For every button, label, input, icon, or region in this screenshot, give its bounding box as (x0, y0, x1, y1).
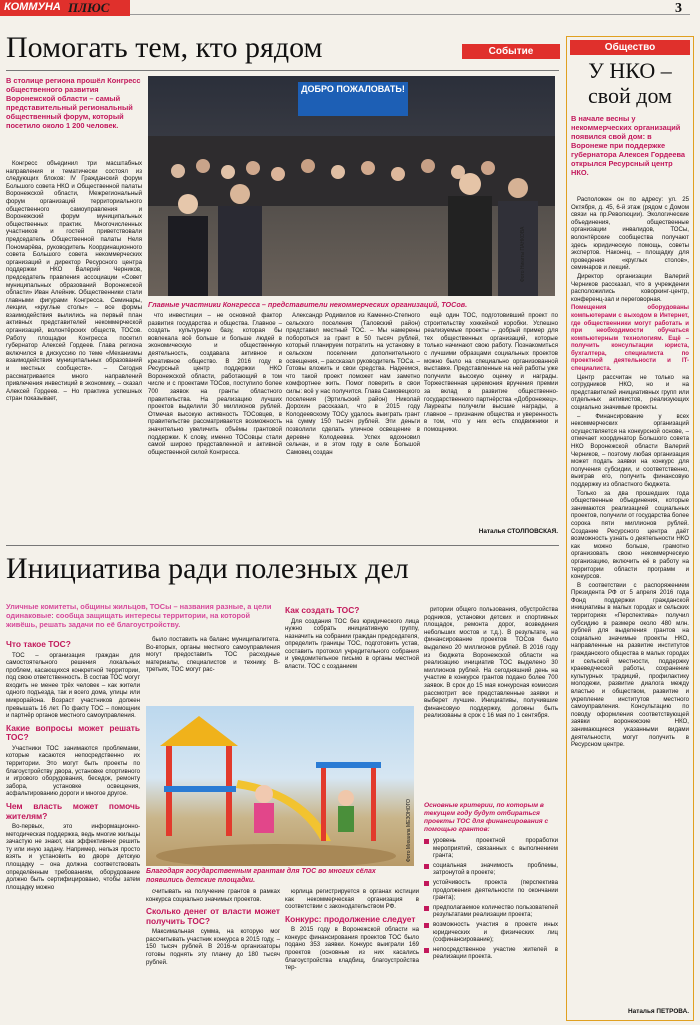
playground-graphic (146, 706, 414, 866)
article2-col1 (6, 636, 140, 1020)
photo1-credit: Фото Никиты ПАНКОВА (520, 226, 526, 282)
masthead-rule (130, 14, 690, 15)
photo2-credit: Фото Михаила МЕЗОНОГО (406, 799, 412, 862)
sidebar-p2: Директор организации Валерий Черников рассказал, что в учреждении расположились коворкинг-центр, конференц-зал и переговорная. (571, 272, 689, 303)
criteria-item: социальная значимость проблемы, затронутой в проекте; (424, 862, 558, 877)
article1-col3 (286, 312, 420, 538)
sidebar-p3: Центр рассчитан не только на сотрудников НКО, но и на представителей инициативных групп или отдельных активистов, реализующих социально значимые проекты. (571, 373, 689, 412)
article1-col1-text: Конгресс объединил три масштабных направления и тематически состоял из следующих блоков: IV Гражданский форум Большого совета НКО и Общественной палаты Воронежской области, Межрегиональный форум организаций территориального общественного самоуправления и Воронежский форум муниципальных общественных практик. Многочисленных участников и гостей приветствовали председатель Общественной палаты Неля Пономарёва, руководитель Координационного совета Большого совета некоммерческих организаций и директор Ресурсного центра поддержки НКО Валерий Черников, председатель правления ассоциации «Совет муниципальных образований Воронежской области» Иван Алейник. Общественники стали главными фигурами Конгресса. Семинары, лекции, «круглые столы» – все формы взаимодействия вылились на первый план активных представителей некоммерческой организаций, волонтёрских обществ, ТОСов. Работу площадки Конгресса посетил губернатор Алексей Гордеев. Глава региона включился в дискуссию по теме «Механизмы взаимодействия муниципальных образований и местных сообществ». – Сегодня рассматривается много направлений привлечения инвестиций в экономику, – сказал Алексей Гордеев. – Но практика успешных стран показывает, (6, 160, 142, 403)
criteria-item: устойчивость проекта (перспектива продолжения деятельности по окончании гранта); (424, 879, 558, 902)
article2-h5: Как создать ТОС? (285, 606, 360, 615)
article2-h3: Чем власть может помочь жителям? (6, 801, 140, 821)
masthead-paper: КОММУНА (4, 1, 61, 13)
criteria-item: непосредственное участие жителей в реализации проекта. (424, 946, 558, 961)
article1-lead: В столице региона прошёл Конгресс общественного развития Воронежской области – самый представительный региональный общественный форум, который посетило около 1 200 человек. (6, 76, 141, 130)
article2-lead: Уличные комитеты, общины жильцов, ТОСы – названия разные, а цели одинаковые: сообща защищать интересы территории, на которой живёшь, решать задачи по её благоустройству. (6, 602, 272, 629)
article2-t4: было поставить на баланс муниципалитета. Во-вторых, органы местного самоуправления могут предоставить ТОС расходные материалы, специалистов и технику. В-третьих, ТОС могут рас- (146, 636, 280, 674)
article1-title: Помогать тем, кто рядом (6, 31, 323, 64)
article2-t1: ТОС – организация граждан для самостоятельного решения локальных проблем, касающихся конкретной территории, под свою ответственность. В состав ТОС могут входить не менее трёх человек – как жители одного подъезда, так и всего дома, улицы или микрорайона. Возраст участников должен превышать 16 лет. По факту ТОС – помощник и партнёр органов местного самоуправления. (6, 651, 140, 720)
article1-col2-text: что инвестиции – не основной фактор развития государства и общества. Главное – создать культурную базу, которая бы вовлекала всё больше и больше людей в экономическую и общественную деятельность, создавала активное и креативное общество. В 2016 году в Ресурсный центр поддержки НКО Воронежской области, работающий в том числе и с проектами ТОСов, поступило более 700 заявок на гранты областного правительства. На реализацию лучших проектов выделили 30 миллионов рублей. Отмечая высокую активность ТОСовцев, в правительстве рассматривается возможность значительно увеличить объёмы грантовой поддержки. К слову, именно ТОСовцы стали самой широко представленной и активной общественной силой Конгресса. (148, 312, 282, 456)
criteria-box (424, 802, 558, 1020)
sidebar-p5: Только за два прошедших года общественные объединения, которые занимаются реализацией социальных проектов, получили от государства более сорока пяти миллионов рублей. Создание Ресурсного центра даёт возможность узнать о деятельности НКО как можно больше, грамотно организовать свою некоммерческую организацию, включить её в работу на территории области программ и конкурсов. (571, 489, 689, 581)
article2-col2-bottom (146, 888, 280, 1020)
congress-photo (148, 76, 555, 296)
article2-title: Инициатива ради полезных дел (6, 552, 409, 585)
sidebar-rubric: Общество (570, 40, 690, 55)
photo2-caption: Благодаря государственным грантам для ТОС во многих сёлах появились детские площадки. (146, 868, 376, 884)
article2-h1: Что такое ТОС? (6, 639, 71, 649)
article2-t7: Для создания ТОС без юридического лица нужно собрать инициативную группу, назначить на собрании граждан председателя, определить границы ТОС, подготовить устав, составить протокол учредительного собрания и уведомительное письмо в органы местной власти. ТОС с созданием (285, 617, 419, 671)
article1-col2 (148, 312, 282, 538)
article2-rule (6, 545, 559, 546)
photo1-caption: Главные участники Конгресса – представители некоммерческих организаций, ТОСов. (148, 300, 468, 309)
article2-col3-top (285, 606, 419, 704)
criteria-item: возможность участия в проекте иных юридических и физических лиц (софинансирование); (424, 921, 558, 944)
congress-crowd-graphic (148, 76, 555, 296)
article2-h4: Сколько денег от власти может получить ТОС? (146, 906, 280, 926)
criteria-item: предполагаемое количество пользователей результатами реализации проекта; (424, 904, 558, 919)
article2-h6: Конкурс: продолжение следует (285, 913, 416, 924)
masthead-plus: ПЛЮС (68, 0, 110, 15)
article2-t6: Максимальная сумма, на которую мог рассчитывать участник конкурса в 2015 году, – 150 тысяч рублей. В 2016-м организаторы готовы поднять эту планку до 180 тысяч рублей. (146, 928, 280, 966)
article1-col3-text: Александр Родивилов из Каменно-Степного сельского поселения (Таловский район) представил местный ТОС. – Мы намерены побороться за грант в 50 тысяч рублей, который планируем потратить на установку в сельском поселении дополнительного освещения, – рассказал руководитель ТОСа. – Готовы вложить и свои средства. Надеемся, что такой проект поможет нам заметно комфортнее жить. Помог поверить в свои силы: всё у нас получится. Глава Самовецкого поселения (Эртильский район) Николай Дорохин рассказал, что в 2015 году Колодеевскому ТОСу удалось выиграть грант на сумму 150 тысяч рублей. Эти деньги позволили сделать уличное освещение в деревне Колодеевка. Успех вдохновил сельчан, и в этом году в селе Большой Самовец создан (286, 312, 420, 456)
article2-t9: В 2015 году в Воронежской области на конкурс финансирования проектов ТОС было подано 353 заявки. Конкурс выиграли 169 проектов (основные из них касались благоустройства кладбищ, благоустройства тер- (285, 926, 419, 972)
article2-h2: Какие вопросы может решать ТОС? (6, 722, 140, 743)
article1-col4 (424, 312, 558, 526)
article1-rubric: Событие (462, 44, 560, 59)
page-number: 3 (675, 1, 682, 16)
article2-t10: ритории общего пользования, обустройства родников, установки детских и спортивных площадок, ремонта дорог, возведения небольших мостов и т.д.). В результате, на финансирование проектов ТОСов было выделено 20 миллионов рублей. В 2016 году из бюджета Воронежской области на реализацию инициатив ТОС выделено 30 миллионов рублей. На сегодняшний день на участие в конкурсе грантов подано более 700 заявок. В срок до 15 мая конкурсная комиссия рассмотрит все представленные заявки и выберет лучшие. Инициативы, получившие финансовую поддержку, должны быть реализованы в срок с 16 мая по 1 сентября. (424, 606, 558, 720)
article1-col1 (6, 160, 142, 538)
article2-col3-bottom (285, 888, 419, 1020)
playground-photo (146, 706, 414, 866)
article2-col2-top (146, 636, 280, 704)
criteria-title: Основные критерии, по которым в текущем году будут отбираться проекты ТОС для финансирования с помощью грантов: (424, 802, 549, 833)
masthead (0, 0, 700, 24)
article2-t3: Во-первых, это информационно-методическая поддержка, ведь многие жильцы зачастую не знают, как эффективнее решить ту или иную задачу. Например, нельзя просто взять и установить во дворе детскую площадку – она должна соответствовать определённым требованиям, оборудование должно быть сертифицировано, чтобы затем площадку можно (6, 823, 140, 891)
sidebar-p6: В соответствии с распоряжением Президента РФ от 5 апреля 2016 года Фонд поддержки гражданской инициативы в малых городах и сельских территориях «Перспектива» получил субсидию в размере около 480 млн. рублей для выделения грантов на социально значимые проекты НКО, направленные на развитие институтов гражданского общества в малых городах и сельской местности, поддержку краеведческой работы, сохранение культурных традиций, профилактику молодежи, развитие диалога между властью и обществом, развитие и укрепление институтов местного самоуправления. Консультацию по поводу оформления соответствующей заявки воронежские НКО, занимающиеся указанными видами деятельности, могут получить в Ресурсном центре. (571, 581, 689, 749)
sidebar-p1: Расположен он по адресу: ул. 25 Октября, д. 45, 6-й этаж (рядом с Домом связи на пр.Революции). Экологические объединения, общественные организации инвалидов, ТОСы, волонтёрские сообщества получают здесь юридическую помощь, советы экспертов. Наконец, – площадку для проведения «круглых столов», семинаров и лекций. (571, 196, 689, 272)
article2-t5: считывать на получение грантов в рамках конкурса социально значимых проектов. (146, 888, 280, 903)
article2-col4 (424, 606, 558, 1020)
sidebar-lead: В начале весны у некоммерческих организаций появился свой дом: в Воронеже при поддержке губернатора Алексея Гордеева открылся Ресурсный центр НКО. (571, 114, 686, 177)
article1-col4-text: ещё один ТОС, подготовивший проект по строительству хоккейной коробки. Успешно реализуемые проекты – добрый пример для тех общественных организаций, которые только начинают свою работу. Познакомиться с лучшими образцами социальных проектов можно было на специально организованной выставке. Представленные на ней работы уже получили высокую оценку и награды. Торжественная церемония вручения премии за вклад в развитие общественно-государственного партнёрства «Добронежец». Лауреаты получили высшие награды, а главное – признание общества и уверенность в том, что у них есть сподвижники и помощники. (424, 312, 558, 433)
photo-banner-text: ДОБРО ПОЖАЛОВАТЬ! (301, 84, 405, 94)
sidebar-byline: Наталья ПЕТРОВА. (628, 1008, 689, 1015)
article2-t2: Участники ТОС занимаются проблемами, которые касаются непосредственно их территории. Это могут быть проекты по благоустройству двора, установке спортивного и игрового оборудования, беседок, ремонту забора, установке освещения, асфальтированию дороги и многое другое. (6, 744, 140, 798)
sidebar-title: У НКО – свой дом (588, 58, 672, 108)
article2-t8: юрлица регистрируется в органах юстиции как некоммерческая организация в соответствии с законодательством РФ. (285, 888, 419, 911)
criteria-item: уровень проектной проработки мероприятий, связанных с выполнением гранта; (424, 837, 558, 860)
article1-rule (6, 70, 559, 71)
sidebar-p2-highlight: Помещения оборудованы компьютерами с выходом в Интернет, где общественники могут работать и при необходимости обучаться компьютерным технологиям. Ещё – получить консультации юриста, бухгалтера, специалиста по проектной деятельности и IT-специалиста. (571, 304, 689, 373)
sidebar-p4: – Финансирование у всех некоммерческих организаций осуществляется на конкурсной основе, – отмечает координатор Большого совета НКО Воронежской области Валерий Черников, – поэтому любая организация может подать заявки на конкурс для получения субсидии, и соответственно, выиграв его, получить финансовую поддержку из областного бюджета. (571, 412, 689, 488)
article1-byline: Наталья СТОЛПОВСКАЯ. (478, 528, 558, 535)
sidebar-body (571, 196, 689, 1008)
